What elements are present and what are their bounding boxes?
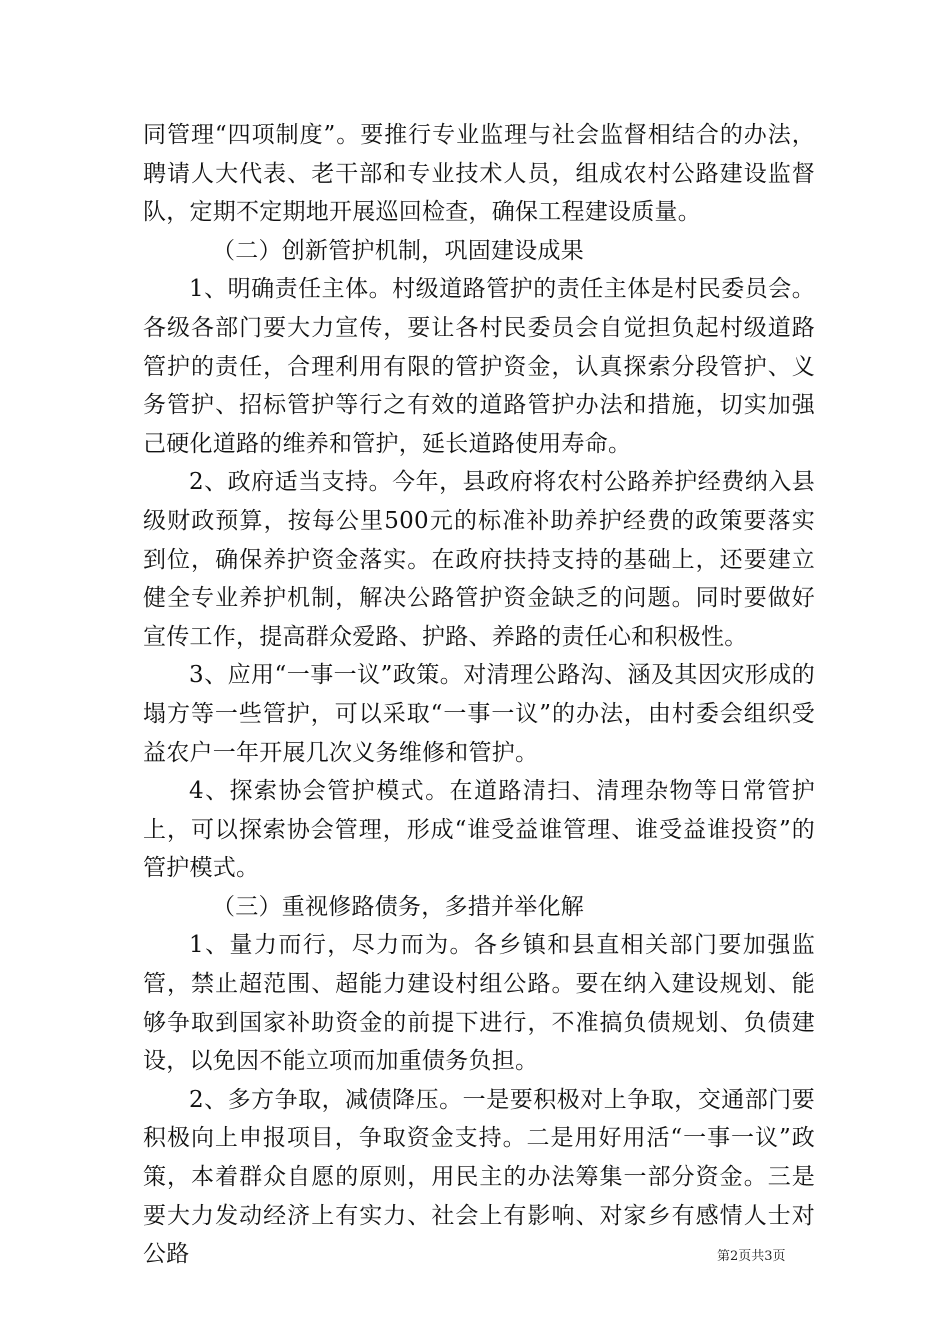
page-number-footer: 第2页共3页	[717, 1249, 786, 1264]
paragraph-item-2: 2、政府适当支持。今年，县政府将农村公路养护经费纳入县级财政预算，按每公里500元的标准补助养护经费的政策要落实到位，确保养护资金落实。在政府扶持支持的基础上，还要建立健全专业养护机制，解决公路管护资金缺乏的问题。同时要做好宣传工作，提高群众爱路、护路、养路的责任心和积极性。	[143, 469, 815, 650]
paragraph-item-4: 4、探索协会管护模式。在道路清扫、清理杂物等日常管护上，可以探索协会管理，形成“谁受益谁管理、谁受益谁投资”的管护模式。	[143, 778, 815, 882]
paragraph-continuation: 同管理“四项制度”。要推行专业监理与社会监督相结合的办法，聘请人大代表、老干部和专业技术人员，组成农村公路建设监督队，定期不定期地开展巡回检查，确保工程建设质量。	[143, 122, 815, 226]
section-heading-3: （三）重视修路债务，多措并举化解	[212, 893, 584, 920]
document-body	[143, 116, 815, 1274]
paragraph-item-3: 3、应用“一事一议”政策。对清理公路沟、涵及其因灾形成的塌方等一些管护，可以采取“一事一议”的办法，由村委会组织受益农户一年开展几次义务维修和管护。	[143, 662, 815, 766]
section-heading-2: （二）创新管护机制，巩固建设成果	[212, 237, 584, 264]
paragraph-item-1: 1、明确责任主体。村级道路管护的责任主体是村民委员会。各级各部门要大力宣传，要让各村民委员会自觉担负起村级道路管护的责任，合理利用有限的管护资金，认真探索分段管护、义务管护、招标管护等行之有效的道路管护办法和措施，切实加强己硬化道路的维养和管护，延长道路使用寿命。	[143, 276, 815, 457]
paragraph-debt-item-1: 1、量力而行，尽力而为。各乡镇和县直相关部门要加强监管，禁止超范围、超能力建设村组公路。要在纳入建设规划、能够争取到国家补助资金的前提下进行，不准搞负债规划、负债建设，以免因不能立项而加重债务负担。	[143, 932, 815, 1075]
paragraph-debt-item-2: 2、多方争取，减债降压。一是要积极对上争取，交通部门要积极向上申报项目，争取资金支持。二是用好用活“一事一议”政策，本着群众自愿的原则，用民主的办法筹集一部分资金。三是要大力发动经济上有实力、社会上有影响、对家乡有感情人士对公路	[143, 1086, 815, 1268]
